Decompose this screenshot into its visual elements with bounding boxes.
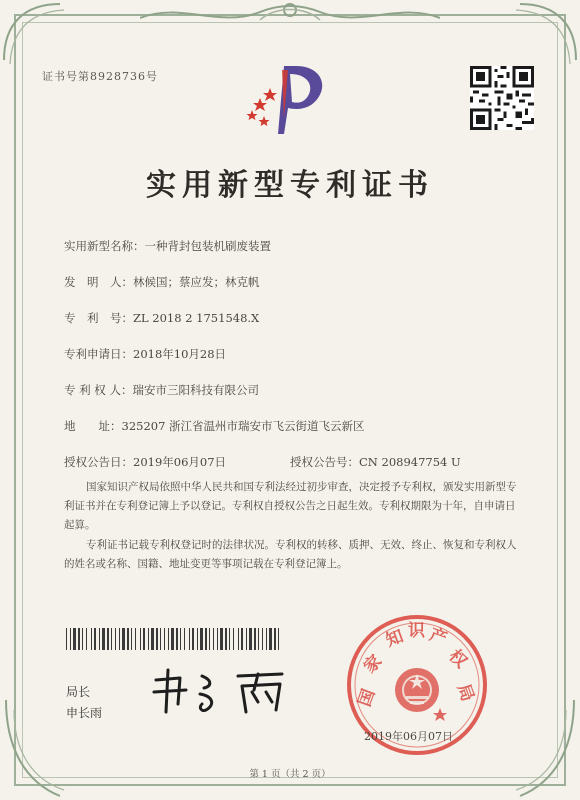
field-patent-number-value: ZL 2018 2 1751548.X [133, 311, 260, 325]
field-address [64, 418, 365, 434]
svg-text:局: 局 [452, 681, 478, 705]
field-announce-date-label: 授权公告日： [64, 455, 133, 469]
field-name-label: 实用新型名称： [64, 239, 145, 253]
top-left-ornament [0, 0, 70, 70]
qr-code [470, 66, 534, 130]
bottom-left-ornament [0, 700, 70, 800]
director-name: 申长雨 [66, 706, 103, 720]
field-address-value: 325207 浙江省温州市瑞安市飞云街道飞云新区 [121, 419, 365, 433]
handwritten-signature [146, 666, 306, 716]
field-name-value: 一种背封包装机刷废装置 [144, 239, 271, 253]
field-name [64, 238, 271, 254]
field-patent-number [64, 310, 259, 326]
field-announce-number [290, 454, 461, 470]
field-inventor-value: 林候国；蔡应发；林克帆 [133, 275, 260, 289]
bottom-right-ornament [510, 700, 580, 800]
statement-paragraph-2: 专利证书记载专利权登记时的法律状况。专利权的转移、质押、无效、终止、恢复和专利权人的姓名或名称、国籍、地址变更等事项记载在专利登记簿上。 [64, 539, 517, 570]
field-patentee-value: 瑞安市三阳科技有限公司 [132, 383, 259, 397]
field-announce-number-value: CN 208947754 U [359, 455, 461, 469]
field-patentee-label: 专 利 权 人： [64, 383, 133, 397]
field-inventor [64, 274, 260, 290]
field-patentee [64, 382, 259, 398]
svg-text:权: 权 [444, 645, 471, 673]
svg-text:产: 产 [426, 624, 450, 650]
seal-date: 2019年06月07日 [364, 730, 453, 743]
field-inventor-label: 发 明 人： [64, 275, 133, 289]
field-announce-date [64, 454, 226, 470]
field-announce-number-label: 授权公告号： [290, 455, 359, 469]
svg-text:识: 识 [408, 621, 425, 641]
barcode [66, 628, 282, 650]
director-title: 局长 [66, 685, 91, 699]
field-patent-number-label: 专 利 号： [64, 311, 133, 325]
field-announce-date-value: 2019年06月07日 [133, 455, 227, 469]
page-number: 第 1 页（共 2 页） [249, 769, 331, 780]
statement-paragraph-1: 国家知识产权局依照中华人民共和国专利法经过初步审查，决定授予专利权，颁发实用新型专利证书并在专利登记簿上予以登记。专利权自授权公告之日起生效。专利权期限为十年，自申请日起算。 [64, 481, 517, 531]
patent-office-emblem [238, 58, 338, 136]
field-address-label: 地 址： [64, 419, 122, 433]
svg-text:国: 国 [354, 686, 380, 710]
certificate-title: 实用新型专利证书 [146, 168, 434, 203]
svg-text:家: 家 [359, 651, 387, 678]
field-filing-date-label: 专利申请日： [64, 347, 133, 361]
certificate-number: 证书号第8928736号 [42, 70, 158, 83]
top-right-ornament [510, 0, 580, 70]
svg-text:知: 知 [383, 626, 407, 652]
field-filing-date [64, 346, 226, 362]
field-filing-date-value: 2018年10月28日 [133, 347, 227, 361]
signature-block [66, 682, 102, 724]
top-ornament [140, 0, 440, 30]
